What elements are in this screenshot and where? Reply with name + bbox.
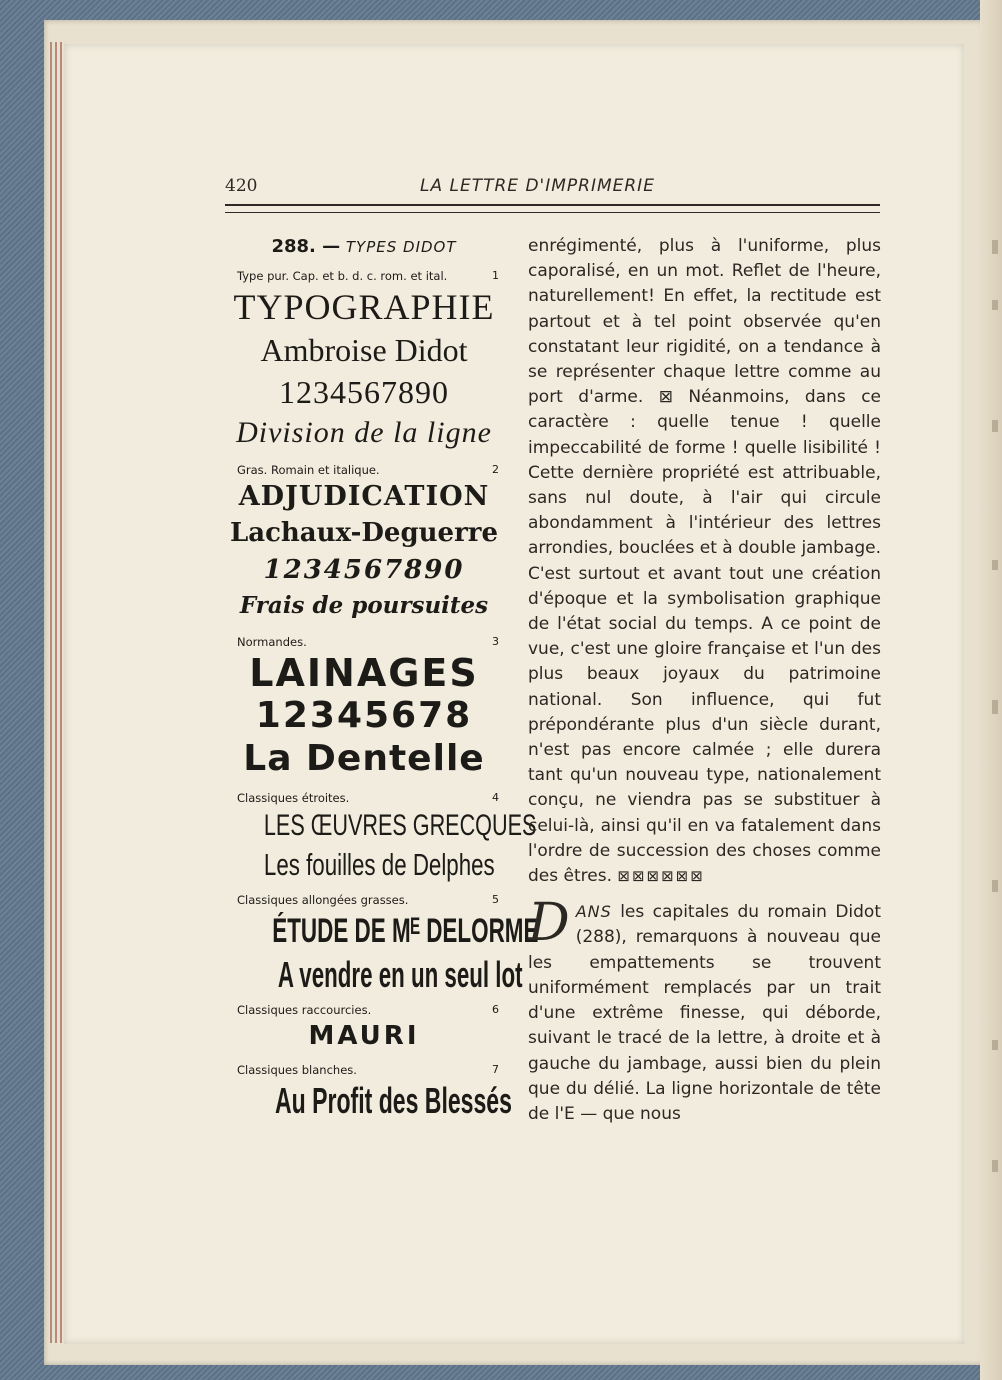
page-edge-line (60, 42, 62, 1343)
header-rule (225, 204, 880, 206)
specimen-sample: Ambroise Didot (260, 332, 468, 368)
specimen-sample: Division de la ligne (236, 416, 492, 449)
body-paragraph: enrégimenté, plus à l'uniforme, plus caporalisé, en un mot. Reflet de l'heure, naturellement! En effet, la rectitude est partout et à tel point observée qu'en constatant leur rigidité, on a tendance à se représenter chaque lettre comme au port d'arme. ⊠ Néanmoins, dans ce caractère : quelle tenue ! quelle impeccabilité de forme ! quelle lisibilité ! Cette dernière propriété est attribuable, sans nul doute, à l'air qui circule abondamment à l'intérieur des lettres arrondies, bouclées et à double jambage. C'est surtout et avant tout une création d'époque et la symbolisation graphique de l'état social du temps. A ce point de vue, c'est une gloire française et l'un des plus beaux joyaux du patrimoine national. Son influence, qui fut prépondérante plus d'un siècle durant, n'est pas encore calmée ; elle durera tant qu'un nouveau type, nationalement conçu, ne viendra pas se substituer à celui-là, ainsi qu'il en va fatalement dans l'ordre de succession des choses comme des êtres. ⊠⊠⊠⊠⊠⊠ (528, 236, 882, 887)
specimen-sample: A vendre en un seul lot (277, 954, 523, 995)
header-rule-thin (225, 212, 880, 213)
specimen-caption: Classiques blanches. 7 (237, 1063, 499, 1077)
page-header (225, 176, 880, 198)
specimen-caption: Normandes. 3 (237, 635, 499, 649)
specimen-sample: 1234567890 (279, 374, 449, 410)
specimen-sample: MAURI (308, 1021, 420, 1051)
page-number: 420 (225, 176, 258, 196)
drop-cap: D (528, 893, 570, 954)
specimen-caption: Classiques allongées grasses. 5 (237, 893, 499, 907)
specimen-sample: Lachaux-Deguerre (229, 518, 499, 548)
facing-page-edge (980, 0, 1002, 1380)
page-edge-line (55, 42, 57, 1343)
specimen-caption: Gras. Romain et italique. 2 (237, 463, 499, 477)
specimen-figure-number: 288. — (271, 236, 341, 257)
specimen-sample: Frais de poursuites (239, 592, 489, 619)
specimen-sample: LAINAGES (249, 651, 479, 695)
body-paragraph: DANS les capitales du romain Didot (288), remarquons à nouveau que les empattements se trouvent uniformément remplacés par un trait d'une extrême finesse, qui déborde, suivant le tracé de la lettre, à droite et à gauche du jambage, aussi bien du plein que du délié. La ligne horizontale de tête de l'E — que nous (528, 893, 881, 1124)
body-text-column (528, 234, 881, 1127)
specimen-caption: Classiques raccourcies. 6 (237, 1003, 499, 1017)
specimen-sample: TYPOGRAPHIE (233, 287, 495, 327)
specimen-sample: Au Profit des Blessés (275, 1080, 512, 1121)
type-specimen-column (225, 236, 539, 1123)
ornament-row: ⊠⊠⊠⊠⊠⊠ (617, 867, 705, 886)
specimen-sample: 12345678 (255, 695, 473, 736)
specimen-caption: Type pur. Cap. et b. d. c. rom. et ital. 1 (237, 269, 499, 283)
specimen-sample: LES ŒUVRES GRECQUES (263, 809, 537, 842)
page-edge-line (50, 42, 52, 1343)
specimen-heading (225, 236, 503, 257)
specimen-sample: La Dentelle (243, 738, 485, 779)
specimen-figure-title: TYPES DIDOT (345, 238, 457, 256)
specimen-caption: Classiques étroites. 4 (237, 791, 499, 805)
specimen-sample: ADJUDICATION (238, 481, 490, 512)
running-title: LA LETTRE D'IMPRIMERIE (420, 176, 655, 196)
specimen-sample: ÉTUDE DE Mᴱ DELORME (272, 912, 539, 950)
specimen-sample: 1234567890 (263, 555, 465, 585)
specimen-sample: Les fouilles de Delphes (263, 847, 495, 882)
